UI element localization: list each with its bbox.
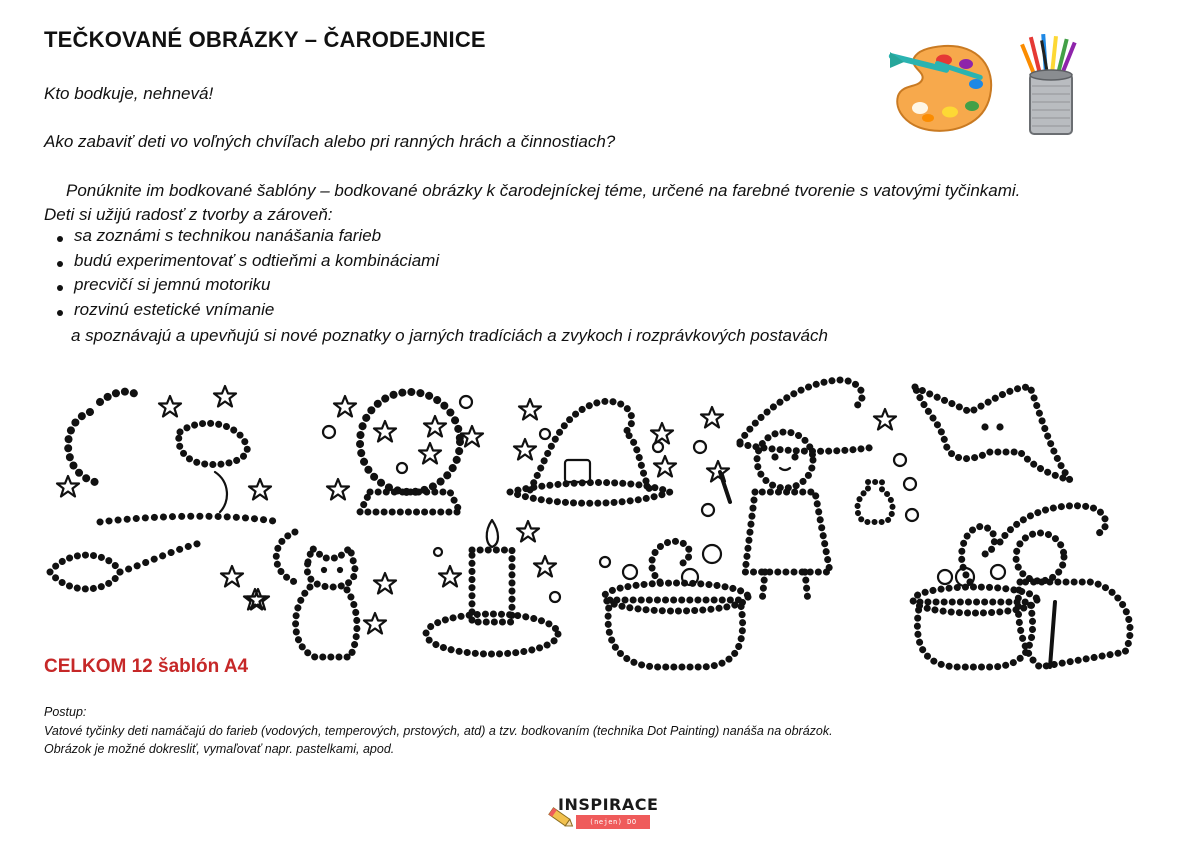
logo-brand: INSPIRACE [558,795,659,814]
list-item: sa zoznámi s technikou nanášania farieb [44,226,439,251]
logo-tagline: (nejen) DO ŠKOLKY [576,815,650,829]
benefits-list [44,226,439,324]
list-item: precvičí si jemnú motoriku [44,275,439,300]
dot-art-preview-illustration [40,372,1150,682]
instructions-block [44,703,833,759]
pencil-cup-icon [1016,34,1086,140]
instructions-heading: Postup: [44,705,87,719]
inspirace-logo [546,793,659,840]
instructions-line: Vatové tyčinky deti namáčajú do farieb (vodových, temperových, prstových, atd) a tzv. bodkovaním (technika Dot Painting) nanáša na obrázok. [44,723,833,738]
instructions-line: Obrázok je možné dokresliť, vymaľovať napr. pastelkami, apod. [44,742,395,756]
intro-line-4: Deti si užijú radosť z tvorby a zároveň: [44,205,333,224]
list-item: budú experimentovať s odtieňmi a kombináciami [44,251,439,276]
list-item: rozvinú estetické vnímanie [44,300,439,325]
intro-line-1: Kto bodkuje, nehnevá! [44,84,214,103]
paint-palette-icon [884,38,999,138]
intro-line-2: Ako zabaviť deti vo voľných chvíľach alebo pri ranných hrách a činnostiach? [44,132,616,151]
total-templates-label: CELKOM 12 šablón A4 [44,656,249,677]
intro-line-3: Ponúknite im bodkované šablóny – bodkované obrázky k čarodejníckej téme, určené na farebné tvorenie s vatovými tyčinkami. [66,181,1021,200]
page-title: TEČKOVANÉ OBRÁZKY – ČARODEJNICE [44,27,486,52]
closing-line: a spoznávajú a upevňujú si nové poznatky o jarných tradíciách a zvykoch i rozprávkových postavách [71,326,828,345]
